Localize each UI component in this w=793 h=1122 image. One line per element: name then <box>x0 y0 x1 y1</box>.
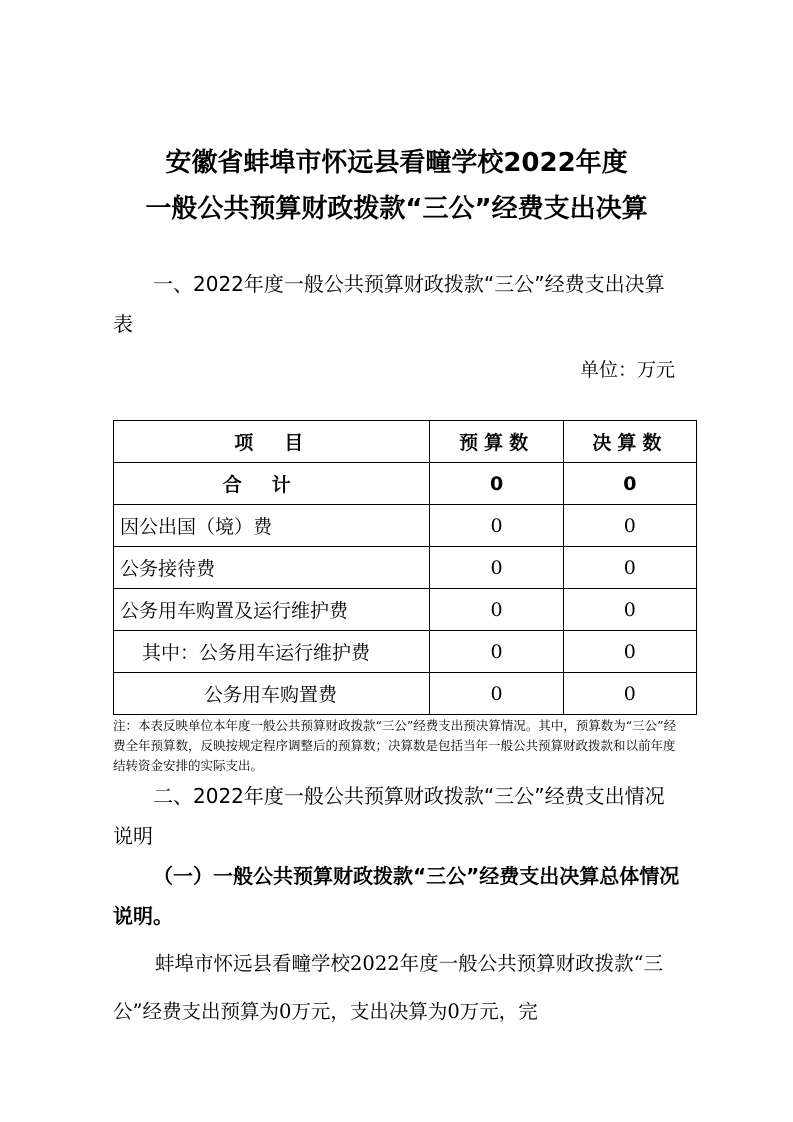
section-heading-1: 一、2022年度一般公共预算财政拨款“三公”经费支出决算表 <box>113 272 665 336</box>
header-item: 项 目 <box>114 421 430 463</box>
subsection-heading-1: （一）一般公共预算财政拨款“三公”经费支出决算总体情况说明。 <box>113 864 680 928</box>
expense-table <box>113 420 697 715</box>
table-note: 注：本表反映单位本年度一般公共预算财政拨款“三公”经费支出预决算情况。其中，预算数为“三公”经费全年预算数，反映按规定程序调整后的预算数；决算数是包括当年一般公共预算财政拨款和以前年度结转资金安排的实际支出。 <box>113 718 677 773</box>
row-final: 0 <box>563 547 696 589</box>
row-budget: 0 <box>430 631 563 673</box>
table-row <box>114 505 697 547</box>
header-final: 决算数 <box>563 421 696 463</box>
body-paragraph: 蚌埠市怀远县看疃学校2022年度一般公共预算财政拨款“三公”经费支出预算为0万元，支出决算为0万元，完 <box>113 952 664 1023</box>
row-final: 0 <box>563 505 696 547</box>
row-label: 公务接待费 <box>114 547 430 589</box>
row-label: 其中：公务用车运行维护费 <box>114 631 430 673</box>
row-final: 0 <box>563 673 696 715</box>
total-budget: 0 <box>430 463 563 505</box>
row-budget: 0 <box>430 589 563 631</box>
row-label: 因公出国（境）费 <box>114 505 430 547</box>
header-budget: 预算数 <box>430 421 563 463</box>
total-final: 0 <box>563 463 696 505</box>
section-heading-2: 二、2022年度一般公共预算财政拨款“三公”经费支出情况说明 <box>113 784 665 848</box>
row-label: 公务用车购置费 <box>114 673 430 715</box>
document-title-line1: 安徽省蚌埠市怀远县看疃学校2022年度 <box>165 148 628 178</box>
row-final: 0 <box>563 589 696 631</box>
table-row <box>114 589 697 631</box>
row-budget: 0 <box>430 505 563 547</box>
table-row <box>114 673 697 715</box>
table-total-row <box>114 463 697 505</box>
total-label: 合计 <box>114 463 430 505</box>
table-row <box>114 631 697 673</box>
row-budget: 0 <box>430 673 563 715</box>
row-label: 公务用车购置及运行维护费 <box>114 589 430 631</box>
table-header-row <box>114 421 697 463</box>
row-final: 0 <box>563 631 696 673</box>
table-row <box>114 547 697 589</box>
row-budget: 0 <box>430 547 563 589</box>
document-title-line2: 一般公共预算财政拨款“三公”经费支出决算 <box>145 194 648 224</box>
unit-label: 单位：万元 <box>579 359 675 381</box>
